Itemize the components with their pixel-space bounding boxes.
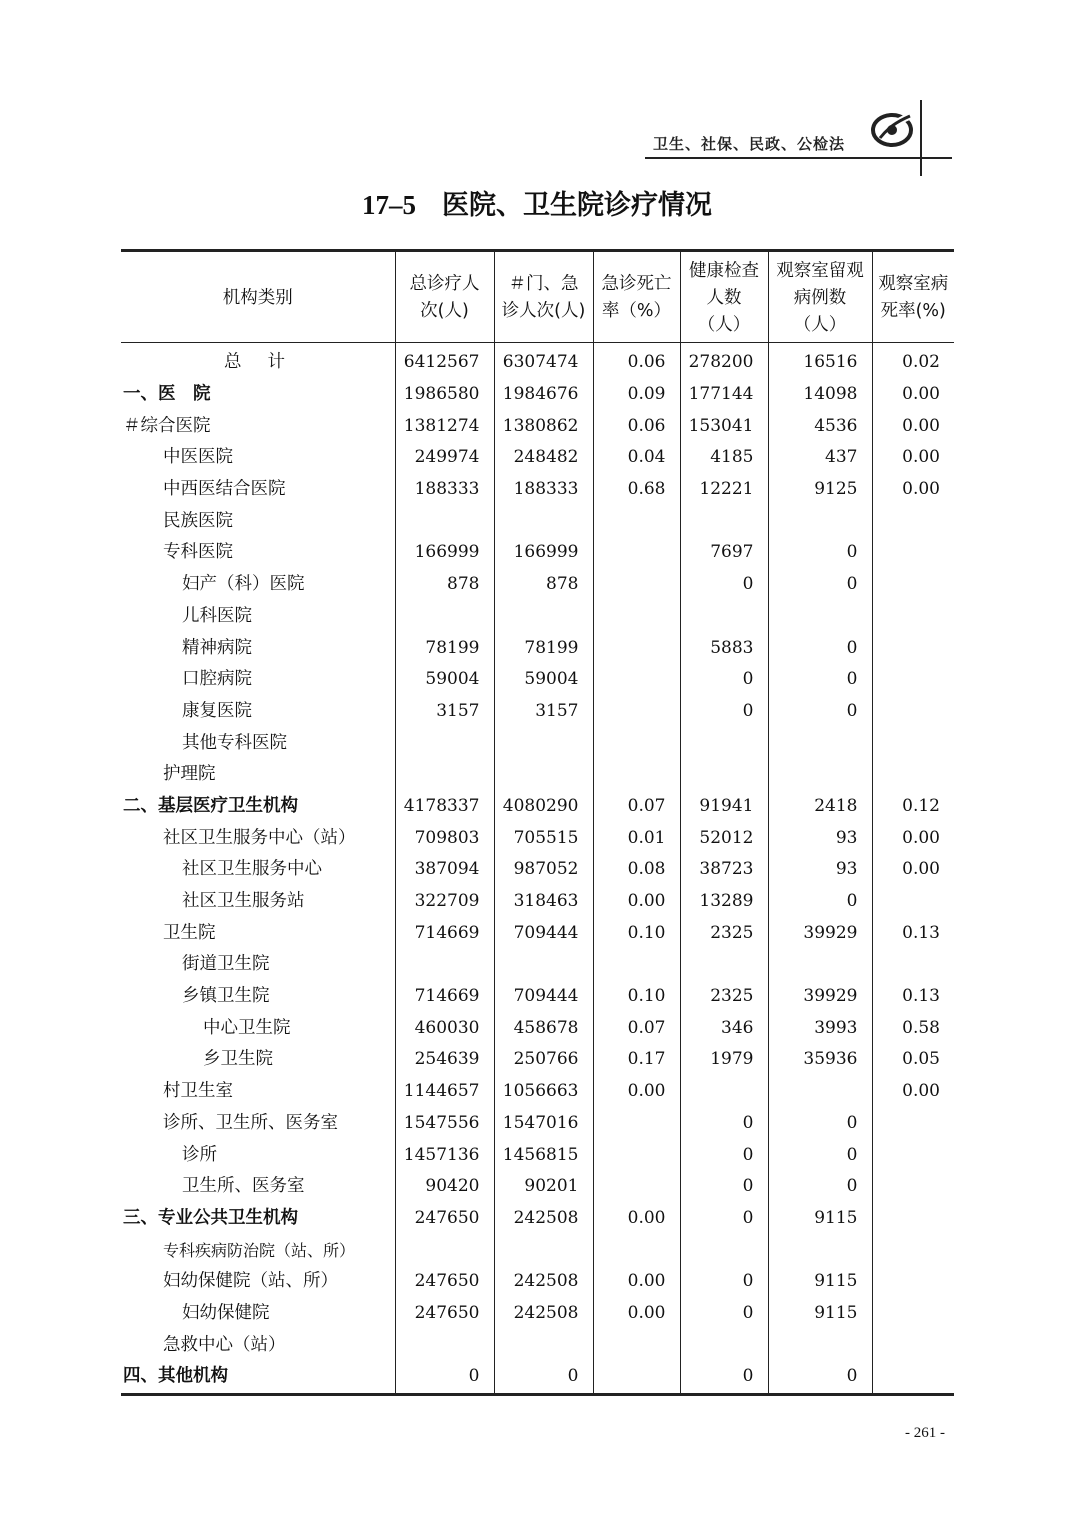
table-row [121, 474, 954, 506]
cell-value: 0.10 [593, 981, 680, 1013]
cell-value: 166999 [494, 537, 593, 569]
cell-value: 1986580 [395, 379, 494, 411]
table-row [121, 505, 954, 537]
cell-value: 9115 [768, 1266, 872, 1298]
cell-value [768, 505, 872, 537]
cell-value: 0.17 [593, 1044, 680, 1076]
cell-value: 0 [680, 1139, 768, 1171]
row-label: 二、基层医疗卫生机构 [123, 795, 298, 816]
table-row [121, 664, 954, 696]
cell-value [872, 505, 954, 537]
cell-value [593, 1108, 680, 1140]
cell-value [872, 1171, 954, 1203]
row-label: 专科疾病防治院（站、所） [163, 1240, 356, 1260]
table-header-row [121, 251, 954, 343]
cell-value: 1979 [680, 1044, 768, 1076]
row-label: 街道卫生院 [182, 954, 270, 975]
cell-value [593, 1171, 680, 1203]
table-row [121, 981, 954, 1013]
table-row [121, 1108, 954, 1140]
cell-value: 78199 [494, 632, 593, 664]
cell-value: 3157 [494, 696, 593, 728]
column-header: 总诊疗人 次(人) [395, 251, 494, 343]
table-row [121, 569, 954, 601]
cell-value [494, 759, 593, 791]
cell-value: 709444 [494, 917, 593, 949]
cell-value: 2325 [680, 917, 768, 949]
cell-value: 878 [494, 569, 593, 601]
cell-value: 0.00 [593, 1076, 680, 1108]
cell-value: 714669 [395, 981, 494, 1013]
cell-value: 0 [768, 569, 872, 601]
cell-value: 4536 [768, 410, 872, 442]
cell-value: 0 [680, 1108, 768, 1140]
cell-value: 59004 [494, 664, 593, 696]
cell-value [593, 505, 680, 537]
table-row [121, 1266, 954, 1298]
cell-value: 458678 [494, 1012, 593, 1044]
cell-value [872, 1298, 954, 1330]
row-label: 妇产（科）医院 [182, 574, 305, 595]
header-horizontal-rule [645, 157, 952, 159]
cell-value: 0 [768, 537, 872, 569]
cell-value [593, 601, 680, 633]
cell-value: 0.00 [872, 442, 954, 474]
cell-value: 0 [680, 664, 768, 696]
cell-value [872, 632, 954, 664]
cell-value: 90420 [395, 1171, 494, 1203]
cell-value: 0 [768, 886, 872, 918]
cell-value [872, 537, 954, 569]
cell-value [593, 632, 680, 664]
cell-value: 0.06 [593, 343, 680, 379]
row-label: 卫生院 [163, 922, 216, 943]
row-label: 总计 [224, 352, 311, 373]
cell-value [872, 727, 954, 759]
cell-value: 0 [395, 1361, 494, 1394]
cell-value: 1547016 [494, 1108, 593, 1140]
table-row [121, 1044, 954, 1076]
cell-value [395, 505, 494, 537]
table-row [121, 1203, 954, 1235]
cell-value: 3157 [395, 696, 494, 728]
cell-value [494, 1234, 593, 1266]
cell-value: 0 [680, 1266, 768, 1298]
cell-value [872, 949, 954, 981]
cell-value: 0 [494, 1361, 593, 1394]
cell-value: 0.00 [593, 1298, 680, 1330]
cell-value: 0.00 [872, 854, 954, 886]
cell-value [872, 1203, 954, 1235]
table-row [121, 1171, 954, 1203]
row-label: 护理院 [163, 764, 216, 785]
cell-value: 7697 [680, 537, 768, 569]
cell-value [593, 1139, 680, 1171]
cell-value: 249974 [395, 442, 494, 474]
table-row [121, 917, 954, 949]
cell-value: 93 [768, 822, 872, 854]
cell-value [593, 727, 680, 759]
cell-value [593, 537, 680, 569]
cell-value [395, 1234, 494, 1266]
cell-value: 242508 [494, 1203, 593, 1235]
column-header: 观察室病 死率(%) [872, 251, 954, 343]
cell-value: 0.07 [593, 1012, 680, 1044]
table-row [121, 442, 954, 474]
cell-value [872, 1108, 954, 1140]
cell-value: 153041 [680, 410, 768, 442]
cell-value [680, 727, 768, 759]
cell-value: 0 [768, 1108, 872, 1140]
cell-value: 0.09 [593, 379, 680, 411]
table-row [121, 949, 954, 981]
table-row [121, 822, 954, 854]
cell-value: 318463 [494, 886, 593, 918]
cell-value: 0 [768, 1361, 872, 1394]
row-label: 儿科医院 [182, 605, 252, 626]
column-header: 观察室留观 病例数 （人） [768, 251, 872, 343]
table-number: 17–5 [362, 190, 416, 220]
cell-value: 91941 [680, 791, 768, 823]
cell-value: 1457136 [395, 1139, 494, 1171]
cell-value [872, 1266, 954, 1298]
cell-value: 0.13 [872, 981, 954, 1013]
cell-value: 90201 [494, 1171, 593, 1203]
cell-value [593, 1361, 680, 1394]
cell-value: 0.07 [593, 791, 680, 823]
cell-value [768, 1329, 872, 1361]
cell-value: 188333 [494, 474, 593, 506]
table-row [121, 410, 954, 442]
cell-value: 714669 [395, 917, 494, 949]
table-row [121, 1361, 954, 1394]
cell-value: 250766 [494, 1044, 593, 1076]
cell-value: 13289 [680, 886, 768, 918]
row-label: ＃综合医院 [123, 415, 211, 436]
cell-value [395, 727, 494, 759]
cell-value: 1984676 [494, 379, 593, 411]
row-label: 其他专科医院 [182, 732, 287, 753]
cell-value [680, 759, 768, 791]
cell-value [872, 759, 954, 791]
row-label: 社区卫生服务中心 [182, 859, 322, 880]
cell-value: 0.00 [593, 886, 680, 918]
cell-value [494, 505, 593, 537]
table-row [121, 1076, 954, 1108]
cell-value [494, 949, 593, 981]
row-label: 专科医院 [163, 542, 233, 563]
cell-value [872, 664, 954, 696]
cell-value: 0 [680, 1203, 768, 1235]
cell-value [494, 1329, 593, 1361]
cell-value [593, 664, 680, 696]
row-label: 社区卫生服务站 [182, 891, 305, 912]
table-row [121, 1298, 954, 1330]
cell-value: 387094 [395, 854, 494, 886]
table-row [121, 1329, 954, 1361]
column-header: 急诊死亡 率（%） [593, 251, 680, 343]
cell-value [593, 759, 680, 791]
cell-value: 0.13 [872, 917, 954, 949]
cell-value: 878 [395, 569, 494, 601]
cell-value [872, 886, 954, 918]
row-label: 康复医院 [182, 700, 252, 721]
cell-value: 59004 [395, 664, 494, 696]
column-header: ＃门、急 诊人次(人) [494, 251, 593, 343]
cell-value [494, 727, 593, 759]
row-label: 诊所 [182, 1144, 217, 1165]
cell-value [872, 1329, 954, 1361]
cell-value: 6307474 [494, 343, 593, 379]
cell-value: 0.00 [593, 1203, 680, 1235]
table-row [121, 343, 954, 379]
cell-value: 39929 [768, 917, 872, 949]
statistics-table [121, 249, 954, 1396]
cell-value: 4178337 [395, 791, 494, 823]
cell-value [872, 1139, 954, 1171]
cell-value: 14098 [768, 379, 872, 411]
cell-value [680, 1076, 768, 1108]
row-label: 民族医院 [163, 510, 233, 531]
cell-value [872, 1361, 954, 1394]
cell-value: 0.00 [593, 1266, 680, 1298]
table-title-text: 医院、卫生院诊疗情况 [442, 190, 712, 221]
row-label: 乡镇卫生院 [182, 986, 270, 1007]
cell-value: 1456815 [494, 1139, 593, 1171]
row-label: 卫生所、医务室 [182, 1176, 305, 1197]
cell-value: 0.00 [872, 410, 954, 442]
cell-value: 248482 [494, 442, 593, 474]
cell-value: 709803 [395, 822, 494, 854]
cell-value: 2325 [680, 981, 768, 1013]
table-row [121, 696, 954, 728]
cell-value [680, 601, 768, 633]
table-row [121, 601, 954, 633]
cell-value: 188333 [395, 474, 494, 506]
cell-value [494, 601, 593, 633]
cell-value: 12221 [680, 474, 768, 506]
cell-value [768, 727, 872, 759]
table-row [121, 537, 954, 569]
cell-value: 242508 [494, 1266, 593, 1298]
cell-value: 705515 [494, 822, 593, 854]
table-row [121, 759, 954, 791]
cell-value [768, 1076, 872, 1108]
cell-value: 0 [680, 1298, 768, 1330]
cell-value: 1380862 [494, 410, 593, 442]
cell-value: 0 [768, 696, 872, 728]
cell-value: 166999 [395, 537, 494, 569]
row-label: 四、其他机构 [121, 1361, 395, 1394]
row-label: 乡卫生院 [203, 1049, 273, 1070]
cell-value [395, 759, 494, 791]
column-header: 机构类别 [121, 251, 395, 343]
cell-value: 1056663 [494, 1076, 593, 1108]
cell-value: 0 [680, 696, 768, 728]
table-body [121, 343, 954, 1395]
cell-value: 5883 [680, 632, 768, 664]
cell-value: 177144 [680, 379, 768, 411]
cell-value: 0.00 [872, 474, 954, 506]
cell-value: 247650 [395, 1298, 494, 1330]
cell-value: 346 [680, 1012, 768, 1044]
cell-value: 9125 [768, 474, 872, 506]
cell-value: 0.01 [593, 822, 680, 854]
cell-value: 9115 [768, 1298, 872, 1330]
cell-value: 35936 [768, 1044, 872, 1076]
cell-value: 4080290 [494, 791, 593, 823]
row-label: 急救中心（站） [163, 1334, 286, 1355]
row-label: 村卫生室 [163, 1081, 233, 1102]
cell-value: 1547556 [395, 1108, 494, 1140]
cell-value [680, 505, 768, 537]
table-row [121, 1012, 954, 1044]
cell-value: 1144657 [395, 1076, 494, 1108]
cell-value: 0 [680, 1361, 768, 1394]
cell-value [768, 1234, 872, 1266]
cell-value: 4185 [680, 442, 768, 474]
cell-value [395, 949, 494, 981]
cell-value: 0.05 [872, 1044, 954, 1076]
row-label: 精神病院 [182, 637, 252, 658]
row-label: 妇幼保健院（站、所） [163, 1271, 338, 1292]
row-label: 口腔病院 [182, 669, 252, 690]
row-label: 中医医院 [163, 447, 233, 468]
cell-value [593, 1234, 680, 1266]
cell-value [593, 1329, 680, 1361]
cell-value: 0.04 [593, 442, 680, 474]
cell-value: 0 [768, 1139, 872, 1171]
cell-value: 709444 [494, 981, 593, 1013]
cell-value: 0.08 [593, 854, 680, 886]
table-row [121, 632, 954, 664]
table-row [121, 727, 954, 759]
page-number: - 261 - [905, 1425, 945, 1441]
cell-value: 0 [680, 569, 768, 601]
cell-value [872, 569, 954, 601]
cell-value: 0.58 [872, 1012, 954, 1044]
cell-value: 0.00 [872, 822, 954, 854]
row-label: 妇幼保健院 [182, 1302, 270, 1323]
cell-value: 0.06 [593, 410, 680, 442]
cell-value [872, 601, 954, 633]
header-vertical-rule [920, 100, 922, 176]
row-label: 诊所、卫生所、医务室 [163, 1112, 338, 1133]
cell-value: 242508 [494, 1298, 593, 1330]
cell-value: 38723 [680, 854, 768, 886]
row-label: 中心卫生院 [203, 1017, 291, 1038]
cell-value: 3993 [768, 1012, 872, 1044]
cell-value [768, 601, 872, 633]
row-label: 三、专业公共卫生机构 [123, 1207, 298, 1228]
cell-value: 0 [680, 1171, 768, 1203]
cell-value: 6412567 [395, 343, 494, 379]
table-row [121, 1139, 954, 1171]
cell-value: 0.02 [872, 343, 954, 379]
table-row [121, 886, 954, 918]
cell-value [395, 601, 494, 633]
chapter-logo-icon [866, 108, 914, 152]
cell-value [680, 1329, 768, 1361]
cell-value [680, 1234, 768, 1266]
cell-value: 0 [768, 632, 872, 664]
cell-value: 1381274 [395, 410, 494, 442]
cell-value [593, 569, 680, 601]
cell-value: 460030 [395, 1012, 494, 1044]
cell-value: 254639 [395, 1044, 494, 1076]
cell-value: 322709 [395, 886, 494, 918]
cell-value [872, 696, 954, 728]
cell-value: 78199 [395, 632, 494, 664]
cell-value: 9115 [768, 1203, 872, 1235]
cell-value [872, 1234, 954, 1266]
table-row [121, 1234, 954, 1266]
cell-value [768, 949, 872, 981]
cell-value [680, 949, 768, 981]
cell-value: 247650 [395, 1266, 494, 1298]
cell-value: 16516 [768, 343, 872, 379]
cell-value: 0 [768, 664, 872, 696]
cell-value: 0.00 [872, 379, 954, 411]
cell-value: 2418 [768, 791, 872, 823]
cell-value: 52012 [680, 822, 768, 854]
cell-value: 0.00 [872, 1076, 954, 1108]
cell-value [593, 949, 680, 981]
cell-value: 39929 [768, 981, 872, 1013]
cell-value: 437 [768, 442, 872, 474]
table-row [121, 791, 954, 823]
cell-value: 247650 [395, 1203, 494, 1235]
cell-value [395, 1329, 494, 1361]
cell-value: 93 [768, 854, 872, 886]
table-title [0, 183, 1074, 222]
cell-value: 0.10 [593, 917, 680, 949]
cell-value: 0.12 [872, 791, 954, 823]
cell-value [593, 696, 680, 728]
row-label: 一、医 院 [123, 384, 211, 405]
table-row [121, 379, 954, 411]
cell-value: 278200 [680, 343, 768, 379]
running-header: 卫生、社保、民政、公检法 [653, 135, 846, 153]
cell-value: 987052 [494, 854, 593, 886]
table-row [121, 854, 954, 886]
cell-value: 0 [768, 1171, 872, 1203]
column-header: 健康检查 人数 （人） [680, 251, 768, 343]
cell-value: 0.68 [593, 474, 680, 506]
row-label: 社区卫生服务中心（站） [163, 827, 356, 848]
cell-value [768, 759, 872, 791]
row-label: 中西医结合医院 [163, 479, 286, 500]
